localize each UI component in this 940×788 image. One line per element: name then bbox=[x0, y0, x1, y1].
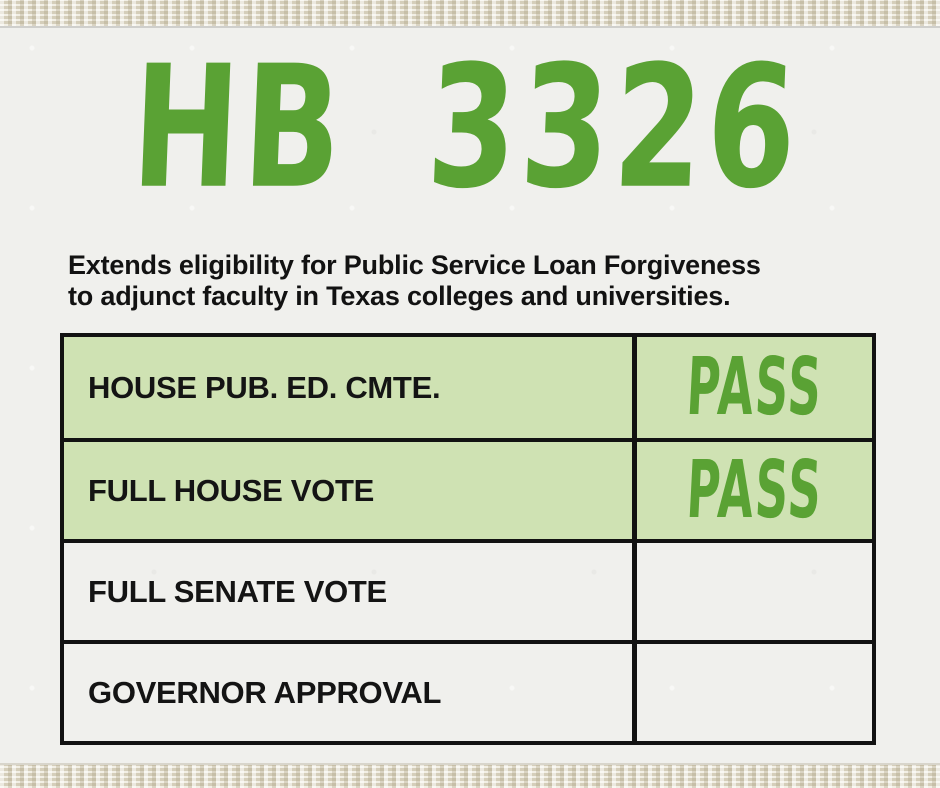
bill-title: HB 3326 bbox=[128, 30, 804, 227]
bill-description-line2: to adjunct faculty in Texas colleges and universities. bbox=[68, 281, 731, 311]
table-row-full-house bbox=[64, 438, 872, 539]
stage-label: HOUSE PUB. ED. CMTE. bbox=[88, 369, 441, 405]
canvas-texture-bottom bbox=[0, 763, 940, 788]
bill-progress-table bbox=[60, 333, 876, 745]
status-cell bbox=[632, 337, 872, 438]
status-cell bbox=[632, 543, 872, 640]
stage-label: GOVERNOR APPROVAL bbox=[88, 674, 442, 710]
status-cell bbox=[632, 644, 872, 741]
stage-label: FULL HOUSE VOTE bbox=[88, 472, 375, 508]
status-cell bbox=[632, 442, 872, 539]
bill-description bbox=[68, 250, 888, 312]
bill-description-line1: Extends eligibility for Public Service Loan Forgiveness bbox=[68, 250, 761, 280]
status-value: PASS bbox=[684, 341, 825, 434]
stage-label: FULL SENATE VOTE bbox=[88, 573, 387, 609]
table-row-governor-approval bbox=[64, 640, 872, 741]
table-row-house-committee bbox=[64, 337, 872, 438]
canvas-texture-top bbox=[0, 0, 940, 28]
status-value: PASS bbox=[684, 444, 825, 537]
table-row-full-senate bbox=[64, 539, 872, 640]
